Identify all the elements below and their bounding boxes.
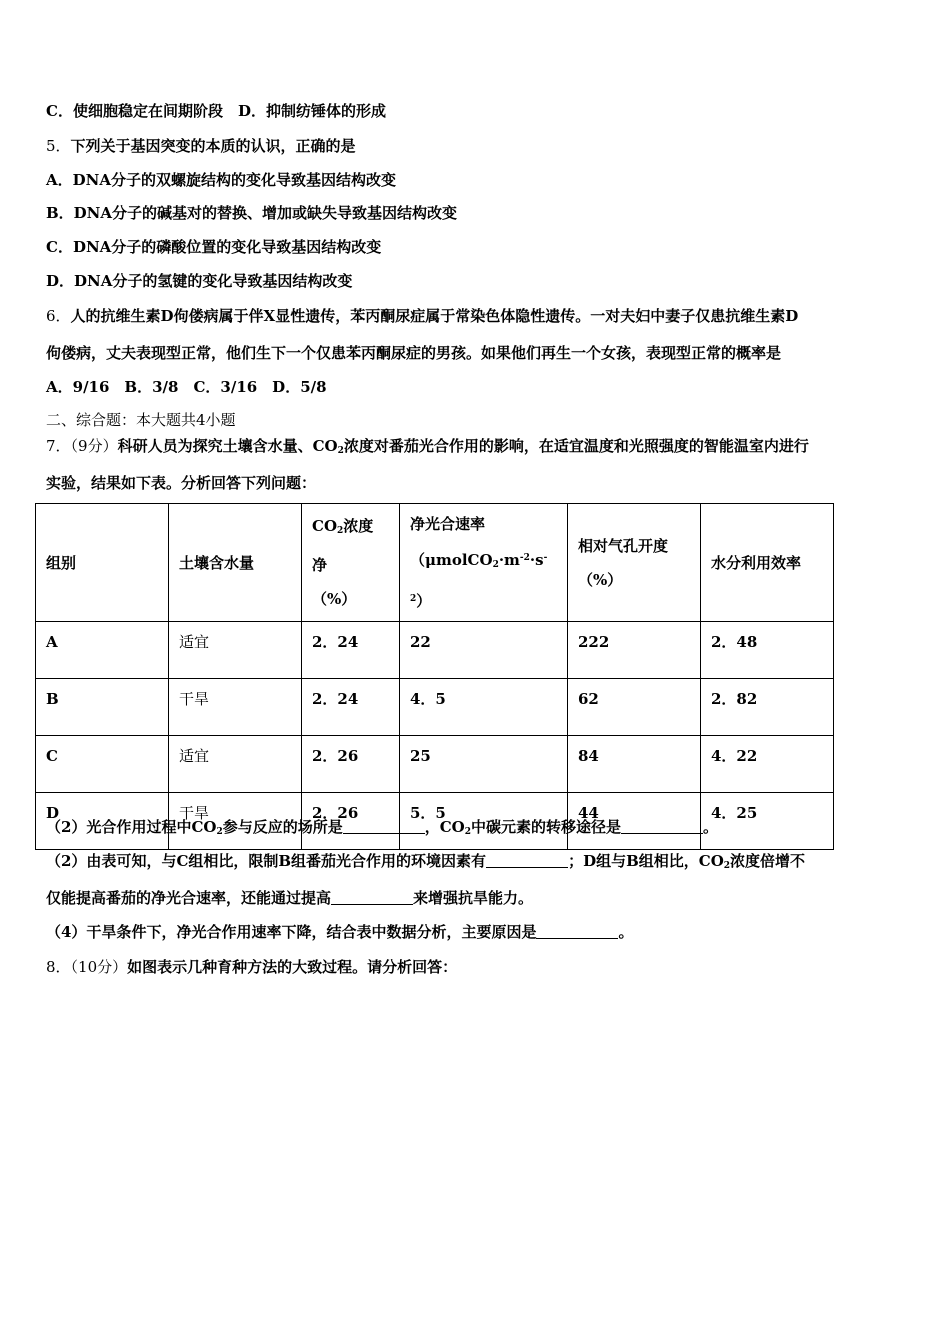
table-cell: 84: [568, 736, 701, 793]
q8-stem: [46, 957, 457, 977]
q5-option-c: C．DNA分子的磷酸位置的变化导致基因结构改变: [46, 238, 382, 256]
q7-stem-line1: [46, 436, 809, 461]
q7-stem-line2: 实验，结果如下表。分析回答下列问题：: [46, 474, 317, 492]
q5-text: 下列关于基因突变的本质的认识，正确的是: [70, 137, 356, 155]
table-cell: 5．5: [400, 793, 568, 850]
table-cell: 222: [568, 622, 701, 679]
table-header-row: [36, 504, 834, 622]
table-cell: 2．24: [302, 622, 400, 679]
table-cell: 4．25: [701, 793, 834, 850]
answer-blank[interactable]: [343, 819, 425, 834]
q7-text1b: 浓度对番茄光合作用的影响，在适宜温度和光照强度的智能温室内进行: [343, 437, 809, 455]
table-cell: 2．26: [302, 793, 400, 850]
q4-options-cd: C．使细胞稳定在间期阶段 D．抑制纺锤体的形成: [46, 102, 386, 120]
header-group: 组别: [36, 504, 169, 622]
q7-sub2-line2: 仅能提高番茄的净光合速率，还能通过提高 来增强抗旱能力。: [46, 889, 534, 907]
q5-option-d: D．DNA分子的氢键的变化导致基因结构改变: [46, 272, 353, 290]
q6-stem-line2: 佝偻病，丈夫表现型正常，他们生下一个仅患苯丙酮尿症的男孩。如果他们再生一个女孩，表现型正常的概率是: [46, 344, 782, 362]
header-co2-line1: $CO_2$浓度: [312, 517, 374, 536]
table-row: [36, 736, 834, 793]
header-co2: [302, 504, 400, 622]
table-cell: 2．26: [302, 736, 400, 793]
q6-options: A．9/16 B．3/8 C．3/16 D．5/8: [46, 378, 327, 396]
header-stomata-line1: 相对气孔开度: [578, 536, 669, 555]
header-soil-moisture: 土壤含水量: [169, 504, 302, 622]
table-cell: A: [36, 622, 169, 679]
q6-stem-line1: [46, 306, 798, 326]
table-cell: 干旱: [169, 793, 302, 850]
q7-sub1: （2）光合作用过程中$CO_2$参与反应的场所是 ，$CO_2$中碳元素的转移途径是 。: [46, 818, 719, 837]
table-row: [36, 679, 834, 736]
header-co2-line2: 净: [312, 556, 328, 574]
table-cell: 4．22: [701, 736, 834, 793]
q8-number: 8．（10分）: [46, 958, 128, 976]
q5-option-a: A．DNA分子的双螺旋结构的变化导致基因结构改变: [46, 171, 396, 189]
q5-stem: [46, 136, 356, 156]
answer-blank[interactable]: [331, 890, 413, 905]
table-cell: 25: [400, 736, 568, 793]
q6-number: 6．: [46, 307, 71, 325]
q7-sub4: （4）干旱条件下，净光合作用速率下降，结合表中数据分析，主要原因是 。: [46, 923, 634, 941]
table-cell: 适宜: [169, 622, 302, 679]
answer-blank[interactable]: [486, 853, 568, 868]
header-rate-line1: 净光合速率: [410, 515, 486, 533]
table-cell: 干旱: [169, 679, 302, 736]
table-cell: C: [36, 736, 169, 793]
experiment-table: [35, 503, 834, 850]
q5-option-b: B．DNA分子的碱基对的替换、增加或缺失导致基因结构改变: [46, 204, 458, 222]
answer-blank[interactable]: [536, 924, 618, 939]
table-cell: 4．5: [400, 679, 568, 736]
header-co2-line3: （%）: [312, 590, 357, 608]
header-stomata-line2: （%）: [578, 570, 623, 589]
header-stomatal-opening: [568, 504, 701, 622]
table-cell: 2．48: [701, 622, 834, 679]
q6-text1: 人的抗维生素D佝偻病属于伴X显性遗传，苯丙酮尿症属于常染色体隐性遗传。一对夫妇中妻子仅患抗维生素D: [70, 307, 799, 325]
table-cell: 22: [400, 622, 568, 679]
table-cell: 62: [568, 679, 701, 736]
answer-blank[interactable]: [621, 819, 703, 834]
table-cell: B: [36, 679, 169, 736]
q7-text1a: 科研人员为探究土壤含水量、CO: [117, 437, 338, 455]
q7-number: 7．（9分）: [46, 437, 118, 455]
table-cell: 44: [568, 793, 701, 850]
header-water-use-efficiency: 水分利用效率: [701, 504, 834, 622]
header-net-photosynthesis: [400, 504, 568, 622]
q7-sub2-line1: （2）由表可知，与C组相比，限制B组番茄光合作用的环境因素有 ；D组与B组相比，$CO_2$浓度倍增不: [46, 852, 806, 871]
table-cell: D: [36, 793, 169, 850]
table-cell: 2．82: [701, 679, 834, 736]
table-cell: 2．24: [302, 679, 400, 736]
q8-text: 如图表示几种育种方法的大致过程。请分析回答：: [127, 958, 458, 976]
header-rate-line2: $(\mu molCO_2\cdot m^{-2}\cdot s^{-2})$: [410, 551, 548, 610]
table-cell: 适宜: [169, 736, 302, 793]
q7-sub: 2: [337, 446, 344, 456]
table-row: [36, 622, 834, 679]
q5-number: 5．: [46, 137, 71, 155]
section-2-heading: 二、综合题：本大题共4小题: [46, 411, 236, 429]
